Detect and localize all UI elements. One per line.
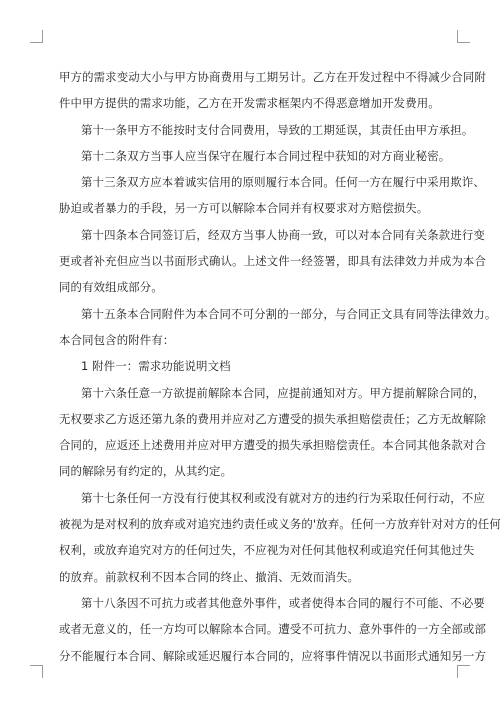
text-line: 件中甲方提供的需求功能，乙方在开发需求框架内不得恶意增加开发费用。 bbox=[59, 96, 440, 111]
text-line: 第十一条甲方不能按时支付合同费用，导致的工期延误，其责任由甲方承担。 bbox=[81, 122, 474, 137]
text-line: 第十六条任意一方欲提前解除本合同，应提前通知对方。甲方提前解除合同的， bbox=[81, 385, 485, 400]
text-line: 分不能履行本合同、解除或延迟履行本合同的，应将事件情况以书面形式通知另一方 bbox=[59, 648, 487, 663]
crop-mark-top-left bbox=[30, 30, 43, 43]
crop-mark-bottom-right bbox=[457, 665, 470, 678]
text-line: 被视为是对权利的放弃或对追究违约责任或义务的'放弃。任何一方放弃针对对方的任何 bbox=[59, 517, 501, 532]
crop-mark-bottom-left bbox=[30, 665, 43, 678]
text-line: 第十七条任何一方没有行使其权利或没有就对方的违约行为采取任何行动，不应 bbox=[81, 490, 485, 505]
crop-mark-top-right bbox=[457, 30, 470, 43]
text-line: 合同的，应返还上述费用并应对甲方遭受的损失承担赔偿责任。本合同其他条款对合 bbox=[59, 438, 487, 453]
text-line: 更或者补充但应当以书面形式确认。上述文件一经签署，即具有法律效力并成为本合 bbox=[59, 254, 487, 269]
text-line: 同的解除另有约定的，从其约定。 bbox=[59, 464, 233, 479]
text-line: 的放弃。前款权利不因本合同的终止、撤消、无效而消失。 bbox=[59, 569, 360, 584]
text-line: 1 附件一：需求功能说明文档 bbox=[81, 359, 231, 374]
text-line: 本合同包含的附件有： bbox=[59, 332, 175, 347]
text-line: 第十八条因不可抗力或者其他意外事件，或者使得本合同的履行不可能、不必要 bbox=[81, 595, 485, 610]
text-line: 甲方的需求变动大小与甲方协商费用与工期另计。乙方在开发过程中不得减少合同附 bbox=[59, 70, 487, 84]
text-line: 第十二条双方当事人应当保守在履行本合同过程中获知的对方商业秘密。 bbox=[81, 148, 451, 163]
text-line: 权利，或放弃追究对方的任何过失，不应视为对任何其他权利或追究任何其他过失 bbox=[59, 543, 475, 558]
text-line: 第十五条本合同附件为本合同不可分割的一部分，与合同正文具有同等法律效力。 bbox=[81, 306, 497, 321]
text-line: 同的有效组成部分。 bbox=[59, 280, 163, 295]
text-line: 无权要求乙方返还第九条的费用并应对乙方遭受的损失承担赔偿责任；乙方无故解除 bbox=[59, 411, 487, 426]
text-line: 或者无意义的，任一方均可以解除本合同。遭受不可抗力、意外事件的一方全部或部 bbox=[59, 622, 487, 637]
text-line: 第十四条本合同签订后，经双方当事人协商一致，可以对本合同有关条款进行变 bbox=[81, 227, 485, 242]
contract-text-body bbox=[59, 64, 501, 669]
text-line: 第十三条双方应本着诚实信用的原则履行本合同。任何一方在履行中采用欺诈、 bbox=[81, 175, 485, 190]
text-line: 胁迫或者暴力的手段，另一方可以解除本合同并有权要求对方赔偿损失。 bbox=[59, 201, 429, 216]
